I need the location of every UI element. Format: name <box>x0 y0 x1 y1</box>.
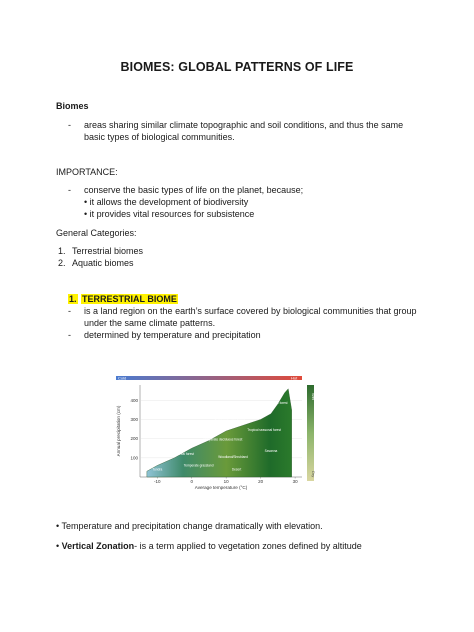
cold-hot-bar <box>116 376 302 380</box>
category-terrestrial: Terrestrial biomes <box>72 246 144 256</box>
terrestrial-heading-text: TERRESTRIAL BIOME <box>82 294 177 304</box>
elevation-bullet: • Temperature and precipitation change dramatically with elevation. <box>56 521 323 531</box>
dry-label: Dry <box>311 471 316 478</box>
terrestrial-number <box>68 294 78 306</box>
biomes-definition-line2: basic types of biological communities. <box>84 132 235 142</box>
y-tick-label: 300 <box>130 417 138 422</box>
page-title: BIOMES: GLOBAL PATTERNS OF LIFE <box>120 60 354 74</box>
y-tick-label: 400 <box>130 397 138 403</box>
category-number: 2. <box>58 258 66 268</box>
dash: - <box>68 185 71 195</box>
cold-label: Cold <box>118 375 127 381</box>
x-tick-label: 30 <box>292 479 298 484</box>
dash: - <box>68 120 71 130</box>
y-tick-label: 200 <box>130 436 138 442</box>
biome-region-label: Temperate deciduous forest <box>203 437 243 442</box>
terrestrial-definition-line1: is a land region on the earth’s surface covered by biological communities that group <box>84 306 417 316</box>
biome-region-label: Temperate grassland <box>183 463 214 468</box>
bullet: • <box>56 541 62 551</box>
x-tick-label: 20 <box>258 479 264 484</box>
x-axis-label: Average temperature (°C) <box>194 485 248 490</box>
dash: - <box>68 306 71 316</box>
biome-region-label: Woodland/Shrubland <box>218 454 248 459</box>
wet-label: Wet <box>311 393 316 401</box>
terrestrial-number-text: 1. <box>69 294 77 304</box>
x-tick-label: 0 <box>190 479 193 484</box>
terrestrial-heading <box>81 294 178 306</box>
biomes-heading: Biomes <box>56 101 89 111</box>
biome-region-label: Savanna <box>264 449 278 454</box>
biome-region-label: Tropical rain forest <box>261 401 288 406</box>
importance-line: conserve the basic types of life on the planet, because; <box>84 185 304 195</box>
biome-region-label: Tundra <box>152 467 163 472</box>
biome-region-label: Desert <box>231 467 242 472</box>
category-number: 1. <box>58 246 66 256</box>
y-axis-label: Annual precipitation (cm) <box>116 405 121 457</box>
biomes-definition-line1: areas sharing similar climate topographic and soil conditions, and thus the same <box>84 120 404 130</box>
category-aquatic: Aquatic biomes <box>72 258 134 268</box>
vertical-zonation-definition: - is a term applied to vegetation zones defined by altitude <box>134 541 362 551</box>
hot-label: Hot <box>291 375 298 381</box>
biome-climate-chart <box>112 373 320 493</box>
importance-bullet-biodiversity: • it allows the development of biodiversity <box>84 197 249 207</box>
importance-heading: IMPORTANCE: <box>56 167 118 177</box>
vertical-zonation-line <box>56 541 362 553</box>
terrestrial-determinants: determined by temperature and precipitation <box>84 330 261 340</box>
y-tick-label: 100 <box>130 455 138 461</box>
x-tick-label: -10 <box>153 479 161 484</box>
biome-region-label: Tropical seasonal forest <box>247 428 281 432</box>
importance-bullet-resources: • it provides vital resources for subsistence <box>84 209 255 219</box>
vertical-zonation-term: Vertical Zonation <box>61 541 135 551</box>
categories-heading: General Categories: <box>56 228 137 238</box>
dash: - <box>68 330 71 340</box>
biome-region-label: Temperate rain forest <box>214 418 245 423</box>
terrestrial-definition-line2: under the same climate patterns. <box>84 318 216 328</box>
biome-region-label: Boreal forest <box>175 451 194 456</box>
x-tick-label: 10 <box>223 479 229 484</box>
